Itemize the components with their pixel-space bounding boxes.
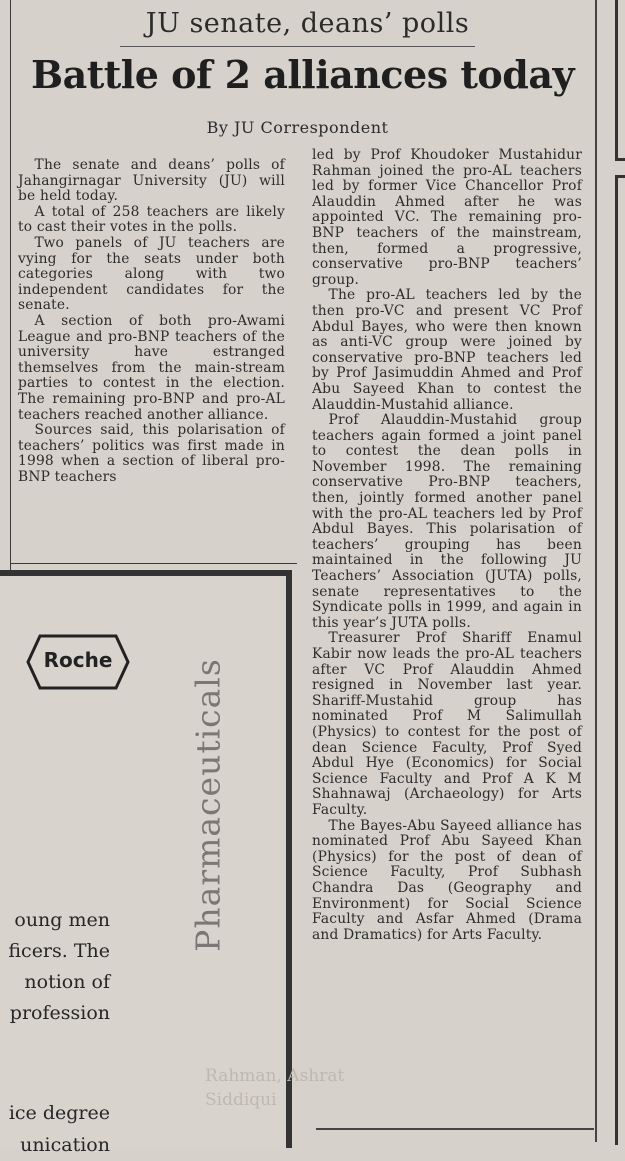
bottom-rule bbox=[316, 1128, 594, 1130]
article-column-2 bbox=[312, 148, 582, 943]
pharmaceuticals-vertical-text: Pharmaceuticals bbox=[188, 658, 228, 952]
bleed-through-text: Siddiqui bbox=[205, 1090, 277, 1110]
ad-line: notion of bbox=[24, 971, 110, 993]
kicker: JU senate, deans’ polls bbox=[145, 8, 470, 39]
article-column-1 bbox=[18, 158, 285, 485]
paragraph: A section of both pro-Awami League and pro-BNP teachers of the university have estranged themselves from the main-stream parties to contest in the election. The remaining pro-BNP and pro-AL teachers reached another alliance. bbox=[18, 312, 285, 423]
paragraph: Treasurer Prof Shariff Enamul Kabir now leads the pro-AL teachers after VC Prof Alauddin Ahmed resigned in November last year. Shariff-Mustahid group has nominated Prof M Salimullah (Physics) to contest for the post of dean Science Faculty, Prof Syed Abdul Hye (Economics) for Social Science Faculty and Prof A K M Shahnawaj (Archaeology) for Arts Faculty. bbox=[312, 630, 582, 818]
paragraph: Two panels of JU teachers are vying for the seats under both categories along with two independent candidates for the senate. bbox=[18, 234, 285, 314]
ad-line: oung men bbox=[14, 909, 110, 931]
ad-line: ice degree bbox=[8, 1102, 110, 1124]
article-frame-bottom bbox=[10, 563, 297, 564]
headline: Battle of 2 alliances today bbox=[30, 52, 575, 97]
paragraph: The pro-AL teachers led by the then pro-VC and present VC Prof Abdul Bayes, who were then known as anti-VC group were joined by conservative pro-BNP teachers led by Prof Jasimuddin Ahmed and Prof Abu Sayeed Khan to contest the Alauddin-Mustahid alliance. bbox=[312, 287, 582, 413]
paragraph-continued: led by Prof Khoudoker Mustahidur Rahman joined the pro-AL teachers led by former Vice Chancellor Prof Alauddin Ahmed after he was appointed VC. The remaining pro-BNP teachers of the mainstream, then, formed a progressive, conservative pro-BNP teachers’ group. bbox=[312, 147, 582, 288]
ad-line: ficers. The bbox=[8, 940, 110, 962]
ad-line: unication bbox=[20, 1134, 110, 1156]
roche-logo-text: Roche bbox=[43, 648, 113, 672]
paragraph: Prof Alauddin-Mustahid group teachers again formed a joint panel to contest the dean polls in November 1998. The remaining conservative Pro-BNP teachers, then, jointly formed another panel with the pro-AL teachers led by Prof Abdul Bayes. This polarisation of teachers’ grouping has been maintained in the following JU Teachers’ Association (JUTA) polls, senate representatives to the Syndicate polls in 1999, and again in this year’s JUTA polls. bbox=[312, 412, 582, 631]
ad-text-lines-lower bbox=[0, 1097, 110, 1161]
adjacent-box-top bbox=[615, 0, 625, 161]
byline: By JU Correspondent bbox=[206, 118, 389, 137]
paragraph: Sources said, this polarisation of teachers’ politics was first made in 1998 when a section of liberal pro-BNP teachers bbox=[18, 422, 285, 485]
kicker-underline bbox=[120, 46, 475, 47]
paragraph: The Bayes-Abu Sayeed alliance has nominated Prof Abu Sayeed Khan (Physics) for the post of dean of Science Faculty, Prof Subhash Chandra Das (Geography and Environment) for Social Science Faculty and Asfar Ahmed (Drama and Dramatics) for Arts Faculty. bbox=[312, 817, 582, 943]
paragraph: The senate and deans’ polls of Jahangirnagar University (JU) will be held today. bbox=[18, 157, 285, 205]
paragraph: A total of 258 teachers are likely to cast their votes in the polls. bbox=[18, 203, 285, 236]
article-frame-left bbox=[10, 0, 11, 570]
ad-text-lines bbox=[0, 905, 110, 1029]
column-rule bbox=[595, 0, 597, 1142]
adjacent-box-bottom bbox=[615, 175, 625, 1145]
bleed-through-text: Rahman, Ashrat bbox=[205, 1066, 345, 1086]
ad-line: profession bbox=[9, 1002, 110, 1024]
